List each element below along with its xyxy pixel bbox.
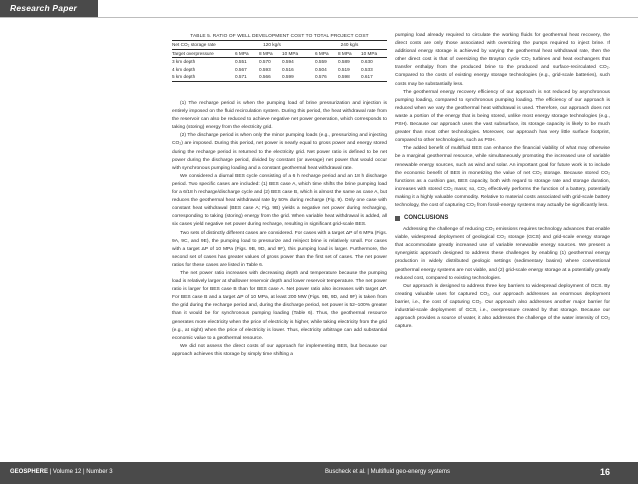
heading-text: CONCLUSIONS (404, 215, 449, 222)
table-5 (172, 33, 387, 82)
table-cell: 0.559 (315, 59, 327, 64)
table-cell: 0.567 (235, 66, 247, 72)
footer (0, 462, 638, 484)
section-tab (0, 0, 98, 17)
table-cell: 0.504 (315, 66, 327, 72)
left-column (172, 100, 387, 359)
table-cell: 0.617 (361, 74, 373, 79)
table-cell: 0.570 (259, 59, 271, 64)
citation (325, 469, 450, 475)
row-label: 5 km depth (172, 74, 196, 79)
journal-number: Number 3 (86, 469, 113, 475)
paragraph: (1) The recharge period is when the pumping load of brine pressurization and injection is entirely imposed on the fluid recirculation system. During this period, the heat withdrawal rate from the reservoir can also be reduced to achieve negative net power generation, which corresponds to taking (storing) energy from the electricity grid. (172, 101, 387, 131)
table-cell: 0.630 (361, 59, 373, 64)
group-label: Net CO₂ storage rate (172, 42, 216, 47)
conclusions-heading (395, 214, 610, 223)
separator: | (49, 469, 52, 475)
table-cell: 0.519 (338, 66, 350, 72)
paragraph: (2) The discharge period is when only the minor pumping loads (e.g., pressurizing and injecting CO₂) are imposed. During this period, net power is nearly equal to gross power and energy stored during the recharge period is returned to the electricity grid. Net power ratio is defined to be net power during the discharge period, divided by constant (or average) net power that would occur with synchronous pumping loading and a constant geothermal heat withdrawal rate. (172, 133, 387, 171)
paragraph: The added benefit of multifluid BES can enhance the financial viability of what may otherwise be a marginal geothermal resource, while simultaneously promoting the increased use of variable renewable energy sources, such as wind and solar. An important goal for future work is to include the economic benefit of BES in monetizing the value of net CO₂ storage. Because stored CO₂ functions as a cushion gas, BES capacity, both with regard to storage rate and storage duration, increases with stored CO₂ mass; so, CO₂ effectively performs the function of a battery, potentially making it a highly valuable commodity. Relative to material costs associated with grid-scale battery technology, the cost of capturing CO₂ from fossil-energy systems may actually be significantly less. (395, 146, 610, 208)
paragraph: Addressing the challenge of reducing CO₂ emissions requires technology advances that enable viable, widespread deployment of geological CO₂ storage (GCS) and grid-scale energy storage that accommodate greatly increased use of variable renewable energy sources. We present a synergistic approach designed to address these challenges by enabling (1) geothermal energy production in widely distributed geologic settings (sedimentary basins) where conventional geothermal energy systems are not viable, and (2) grid-scale energy storage at a potentially greatly reduced cost, compared to existing technologies. (395, 227, 610, 281)
table-cell: 0.594 (282, 59, 294, 64)
paragraph: Two sets of distinctly different cases are considered. For cases with a target ΔP of 6 MPa (Figs. 9A, 9C, and 9E), the pumping load to pressurize and reinject brine is relatively small. For cases with a target ΔP of 10 MPa (Figs. 9B, 9D, and 9F), this pumping load is larger. Furthermore, the second set of cases has greater values of gross power than the first set of cases. The net power ratios for these cases are listed in Table 6. (172, 230, 387, 268)
journal-name: GEOSPHERE (10, 469, 49, 475)
journal-info (10, 469, 113, 475)
table-group-row (172, 41, 387, 49)
square-bullet-icon (395, 216, 400, 221)
group-header: 240 kg/s (340, 42, 359, 47)
paragraph: We did not assess the direct costs of our approach for implementing BES, but because our approach achieves this storage by simply time shifting a (172, 343, 387, 357)
column-header: 10 MPa (282, 50, 299, 56)
citation-title: Multifluid geo-energy systems (370, 469, 450, 475)
row-label: 3 km depth (172, 59, 196, 64)
table-row (172, 66, 387, 74)
table-cell: 0.589 (338, 59, 350, 64)
header-divider (0, 17, 638, 18)
section-label: Research Paper (10, 3, 78, 13)
header-bar (0, 0, 638, 18)
page-number: 16 (599, 467, 610, 477)
column-header: 6 MPa (235, 50, 249, 56)
table-cell: 0.551 (235, 59, 247, 64)
paragraph: The geothermal energy recovery efficiency of our approach is not reduced by asynchronous pumping loading, compared to synchronous pumping loading. The efficiency of our approach is reduced when we vary the geothermal heat withdrawal is used. Therefore, our approach does not waste a portion of the energy that is being stored, unlike most energy storage technologies (e.g., PSH). Because our approach uses the vast subsurface, its storage capacity is likely to be much greater than most other technologies. Moreover, our approach has very little surface footprint, compared to other technologies, such as PSH. (395, 89, 610, 144)
separator: | (82, 469, 85, 475)
column-header: 10 MPa (361, 50, 378, 56)
citation-authors: Buscheck et al. (325, 469, 366, 475)
table-row (172, 58, 387, 66)
table-cell: 0.571 (235, 74, 247, 79)
paragraph: We considered a diurnal BES cycle consisting of a 6 h recharge period and an 18 h discharge period. Two specific cases are included: (1) BES case A, which time shifts the brine pumping load for a 6/18 h recharge/discharge cycle and (2) BES case B, which is almost the same as case A, but reduces the geothermal heat withdrawal rate by 50% during recharge (Fig. 9). Only one case with constant heat withdrawal (BES case A; Fig. 9B) yields a negative net power during recharging, corresponding to taking (storing) energy from the grid. When variable heat withdrawal is added, all six cases yield negative net power during recharge, resulting in significant grid-scale BES. (172, 173, 387, 228)
table-cell: 0.598 (338, 74, 350, 79)
table-cell: 0.566 (259, 74, 271, 79)
paragraph: Our approach is designed to address three key barriers to widespread deployment of GCS. By creating valuable uses for captured CO₂, our approach addresses an enormous deployment barrier, i.e., the cost of capturing CO₂. Our approach also addresses another major barrier for industrial-scale deployment of GCS, i.e., overpressure created by that storage. Because our approach provides a source of water, it also addresses the challenge of the water intensity of CO₂ capture. (395, 283, 610, 330)
table-cell: 0.599 (282, 74, 294, 79)
column-header: 6 MPa (315, 50, 329, 56)
table-cell: 0.576 (315, 74, 327, 79)
separator: | (367, 469, 369, 475)
group-header: 120 kg/s (263, 42, 281, 47)
row-label: 4 km depth (172, 66, 196, 72)
table-title: TABLE 5. RATIO OF WELL DEVELOPMENT COST TO TOTAL PROJECT COST (190, 34, 369, 39)
table-cell: 0.516 (282, 66, 294, 72)
table-header-row (172, 50, 387, 58)
table-row (172, 73, 387, 81)
paragraph: pumping load already required to circulate the working fluids for geothermal heat recovery, the direct costs are only those associated with oversizing the pumps required to inject brine. If additional energy storage is achieved by varying the geothermal heat withdrawal rate, then the other direct cost is that of oversizing the Brayton cycle CO₂ turbines and heat exchangers that transfer enthalpy from the produced brine to the produced and surface-recirculated CO₂. Compared to the costs of existing energy storage technologies (e.g., grid-scale batteries), such costs may be substantially less. (395, 33, 610, 87)
table-rule-bottom (172, 81, 387, 82)
table-cell: 0.593 (259, 66, 271, 72)
table-cell: 0.533 (361, 66, 373, 72)
overpressure-label: Target overpressure (172, 50, 214, 56)
column-header: 8 MPa (259, 50, 273, 56)
column-header: 8 MPa (338, 50, 352, 56)
paragraph: The net power ratio increases with decreasing depth and temperature because the pumping load is relatively larger at shallower reservoir depth and lower reservoir temperature. The net power ratio is larger for BES case B than for BES case A. Net power ratio also increases with target ΔP. For BES case B and a target ΔP of 10 MPa, at least 200 MW (Figs. 9B, 9D, and 9F) is taken from the grid during the recharge period and, during the discharge period, net power is 52–100% greater than it would be for synchronous pumping loading (Table 6). Thus, the geothermal resource generates more electricity when the price of electricity is higher, while taking electricity from the grid (e.g., at night) when the price of electricity is lower. Thus, electricity arbitrage can add substantial economic value to a geothermal resource. (172, 270, 387, 341)
journal-volume: Volume 12 (52, 469, 82, 475)
right-column (395, 32, 610, 331)
